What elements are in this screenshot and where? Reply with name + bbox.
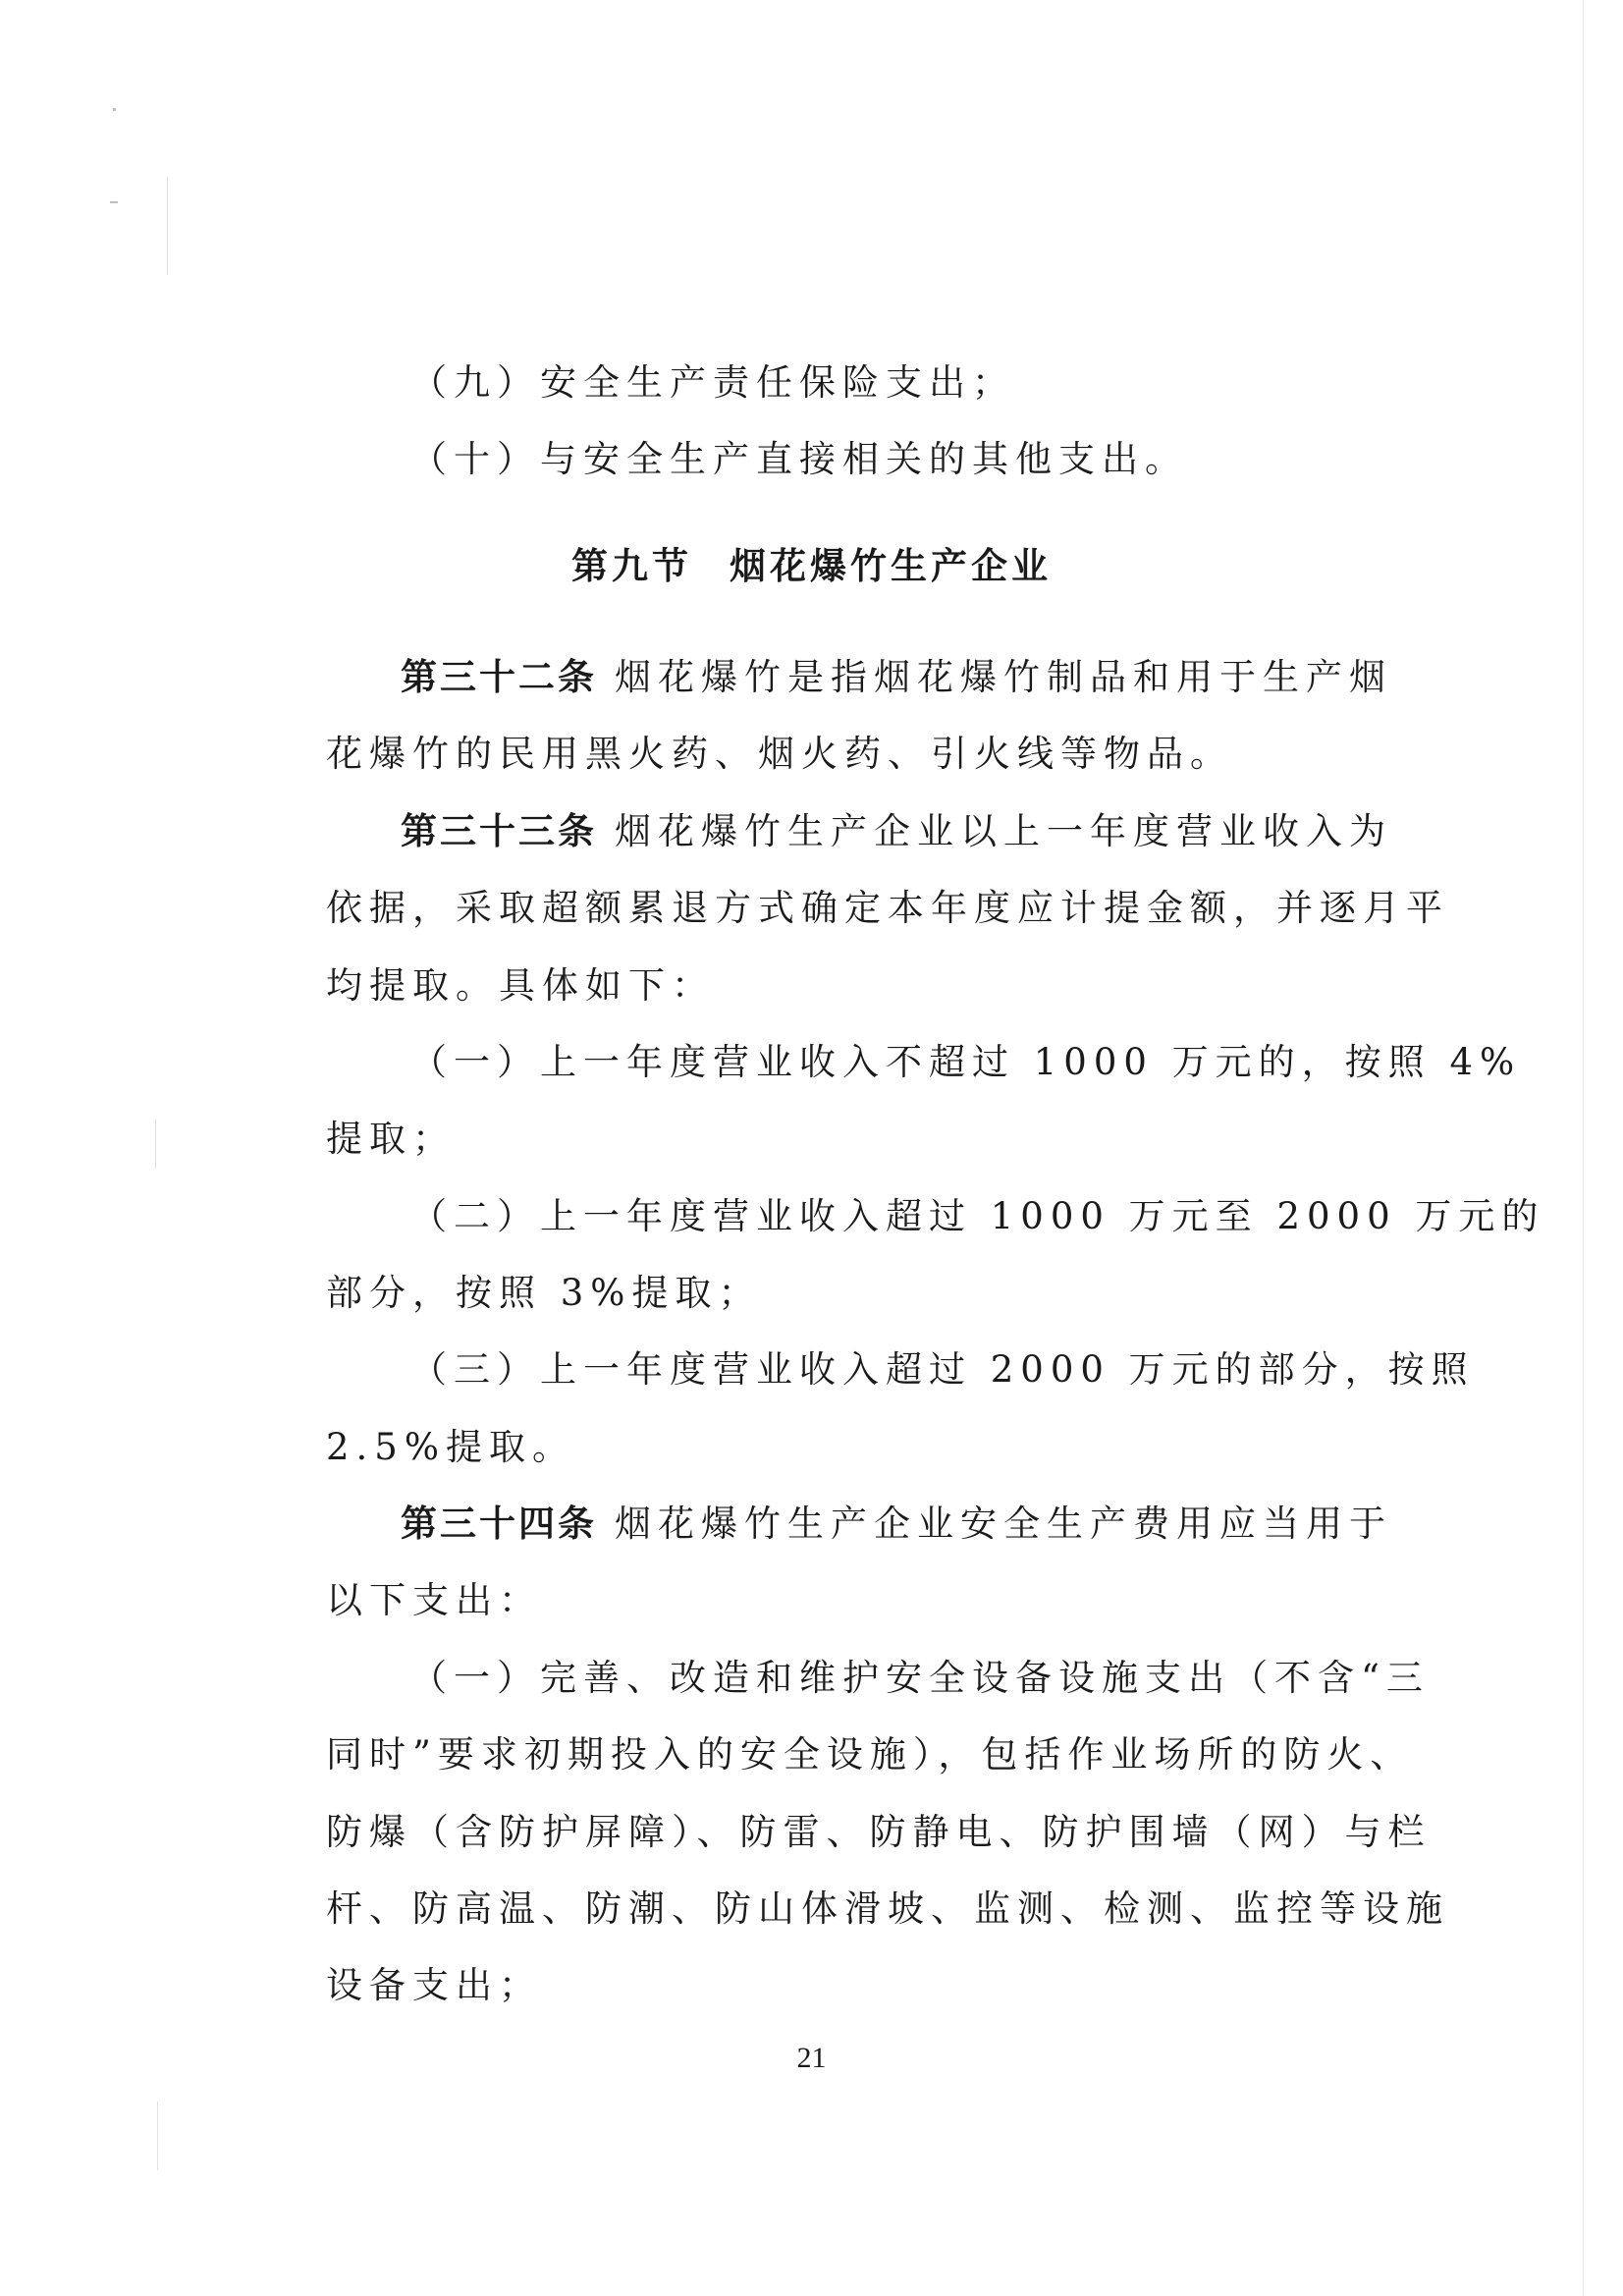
article-32-line: 花爆竹的民用黑火药、烟火药、引火线等物品。 xyxy=(326,733,1233,775)
scan-speck xyxy=(110,201,118,203)
list-item: 防爆（含防护屏障）、防雷、防静电、防护围墙（网）与栏 xyxy=(326,1811,1432,1853)
scan-speck xyxy=(157,2102,158,2170)
article-33-line: 依据，采取超额累退方式确定本年度应计提金额，并逐月平 xyxy=(326,887,1449,929)
article-33-line: 第三十三条 烟花爆竹生产企业以上一年度营业收入为 xyxy=(401,810,1392,852)
scan-speck xyxy=(113,108,116,111)
section-title: 烟花爆竹生产企业 xyxy=(730,545,1052,587)
article-label: 第三十三条 xyxy=(401,810,597,852)
list-item: 同时”要求初期投入的安全设施），包括作业场所的防火、 xyxy=(326,1733,1414,1776)
list-item: 设备支出； xyxy=(326,1964,542,2006)
list-item: 部分，按照 3%提取； xyxy=(326,1272,762,1314)
page-number: 21 xyxy=(796,2042,827,2074)
list-item: （九）安全生产责任保险支出； xyxy=(410,361,1015,404)
scan-edge xyxy=(1583,0,1623,2296)
article-label: 第三十四条 xyxy=(401,1503,597,1545)
list-item: （一）上一年度营业收入不超过 1000 万元的，按照 4% xyxy=(410,1041,1522,1083)
article-33-line: 均提取。具体如下： xyxy=(326,964,715,1007)
list-item: （十）与安全生产直接相关的其他支出。 xyxy=(410,438,1188,480)
list-item: 杆、防高温、防潮、防山体滑坡、监测、检测、监控等设施 xyxy=(326,1887,1449,1930)
scan-speck xyxy=(167,177,168,275)
list-item: （一）完善、改造和维护安全设备设施支出（不含“三 xyxy=(410,1657,1430,1699)
list-item: （二）上一年度营业收入超过 1000 万元至 2000 万元的 xyxy=(410,1195,1545,1237)
list-item: （三）上一年度营业收入超过 2000 万元的部分，按照 xyxy=(410,1348,1475,1391)
list-item: 提取； xyxy=(326,1118,456,1160)
article-32-line: 第三十二条 烟花爆竹是指烟花爆竹制品和用于生产烟 xyxy=(401,656,1392,698)
scan-speck xyxy=(155,1120,156,1169)
article-34-line: 以下支出： xyxy=(326,1579,542,1621)
article-label: 第三十二条 xyxy=(401,656,597,698)
section-heading xyxy=(0,543,1623,590)
list-item: 2.5%提取。 xyxy=(326,1426,575,1468)
section-label: 第九节 xyxy=(571,545,692,587)
article-34-line: 第三十四条 烟花爆竹生产企业安全生产费用应当用于 xyxy=(401,1503,1392,1545)
